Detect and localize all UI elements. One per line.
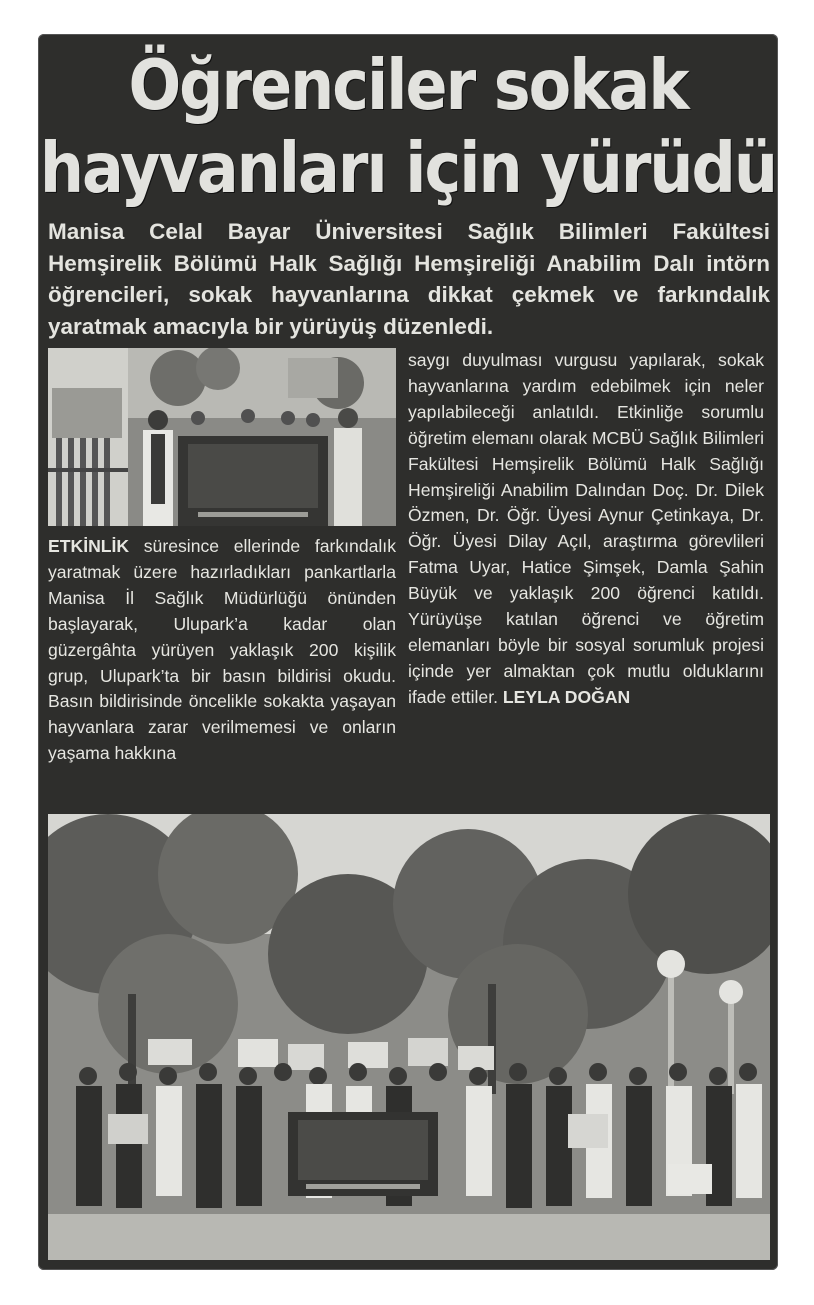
- lead-paragraph: Manisa Celal Bayar Üniversitesi Sağlık Bilimleri Fakültesi Hemşirelik Bölümü Halk Sağlığı Hemşireliği Anabilim Dalı intörn öğrencileri, sokak hayvanlarına dikkat çekmek ve farkındalık yaratmak amacıyla bir yürüyüş düzenledi.: [48, 219, 770, 339]
- byline: LEYLA DOĞAN: [502, 686, 631, 707]
- headline-line-2: hayvanları için yürüdü: [39, 126, 777, 209]
- body-right-text: saygı duyulması vurgusu yapılarak, sokak hayvanlarına yardım edebilmek için neler yapılabileceği anlatıldı. Etkinliğe sorumlu öğretim elemanı olarak MCBÜ Sağlık Bilimleri Fakültesi Hemşirelik Bölümü Halk Sağlığı Hemşireliği Anabilim Dalından Doç. Dr. Dilek Özmen, Dr. Öğr. Üyesi Aynur Çetinkaya, Dr. Öğr. Üyesi Dilay Açıl, araştırma görevlileri Fatma Uyar, Hatice Şimşek, Damla Şahin Büyük ve yaklaşık 200 öğrenci katıldı. Yürüyüşe katılan öğrenci ve öğretim elemanları böyle bir sosyal sorumluk projesi içinde yer almaktan çok mutlu olduklarını ifade ettiler.: [408, 350, 764, 707]
- group-photo: [48, 814, 770, 1260]
- headline-line-1: Öğrenciler sokak: [128, 44, 688, 126]
- march-photo: [48, 348, 396, 526]
- headline: [38, 44, 778, 210]
- body-column-left: [48, 534, 396, 767]
- newspaper-clipping: [38, 34, 778, 1270]
- body-column-right: [408, 348, 764, 711]
- body-run-in: ETKİNLİK: [48, 536, 130, 556]
- body-left-text: süresince ellerinde farkındalık yaratmak üzere hazırladıkları pankartlarla Manisa İl Sağlık Müdürlüğü önünden başlayarak, Ulupark’a kadar olan güzergâhta yürüyen yaklaşık 200 kişilik grup, Ulupark’ta bir basın bildirisi okudu. Basın bildirisinde öncelikle sokakta yaşayan hayvanlara zarar verilmemesi ve onların yaşama hakkına: [48, 536, 396, 764]
